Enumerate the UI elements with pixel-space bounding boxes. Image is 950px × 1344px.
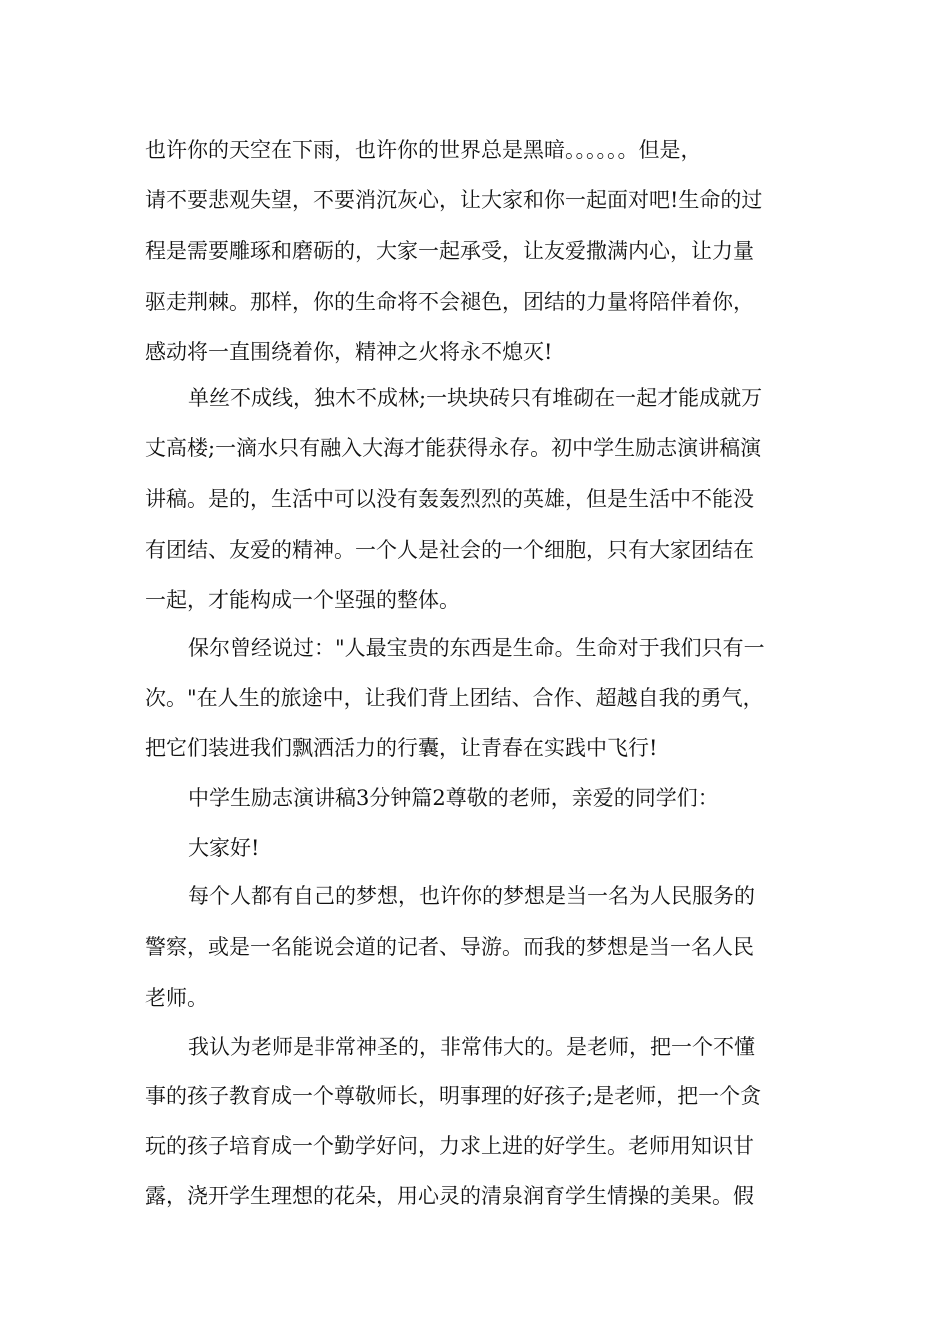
text-line: 有团结、友爱的精神。一个人是社会的一个细胞，只有大家团结在 <box>145 538 754 562</box>
paragraph-3-line-3 <box>0 733 950 763</box>
paragraph-6-line-2 <box>0 932 950 962</box>
paragraph-6-line-1 <box>0 881 950 911</box>
text-line: 讲稿。是的，生活中可以没有轰轰烈烈的英雄，但是生活中不能没 <box>145 487 754 511</box>
paragraph-7-line-1 <box>0 1032 950 1062</box>
greeting-line <box>0 833 950 863</box>
section-heading-line <box>0 783 950 813</box>
paragraph-1-line-3 <box>0 236 950 266</box>
paragraph-1-line-2 <box>0 185 950 215</box>
text-line: 每个人都有自己的梦想，也许你的梦想是当一名为人民服务的 <box>188 884 755 908</box>
text-line: 一起，才能构成一个坚强的整体。 <box>145 588 460 612</box>
text-line: 露，浇开学生理想的花朵，用心灵的清泉润育学生情操的美果。假 <box>145 1184 754 1208</box>
text-line: 次。"在人生的旅途中，让我们背上团结、合作、超越自我的勇气， <box>145 686 764 710</box>
text-line: 驱走荆棘。那样，你的生命将不会褪色，团结的力量将陪伴着你， <box>145 290 754 314</box>
paragraph-7-line-4 <box>0 1181 950 1211</box>
paragraph-7-line-2 <box>0 1081 950 1111</box>
text-line: 请不要悲观失望，不要消沉灰心，让大家和你一起面对吧!生命的过 <box>145 188 763 212</box>
paragraph-3-line-2 <box>0 683 950 713</box>
section-heading: 中学生励志演讲稿3分钟篇2尊敬的老师，亲爱的同学们： <box>188 786 719 810</box>
paragraph-6-line-3 <box>0 983 950 1013</box>
text-line: 感动将一直围绕着你，精神之火将永不熄灭! <box>145 340 553 364</box>
paragraph-1-line-4 <box>0 287 950 317</box>
text-line: 玩的孩子培育成一个勤学好问，力求上进的好学生。老师用知识甘 <box>145 1134 754 1158</box>
text-line: 保尔曾经说过："人最宝贵的东西是生命。生命对于我们只有一 <box>188 636 765 660</box>
text-line: 把它们装进我们飘洒活力的行囊，让青春在实践中飞行! <box>145 736 658 760</box>
paragraph-3-line-1 <box>0 633 950 663</box>
paragraph-2-line-1 <box>0 383 950 413</box>
paragraph-1-line-5 <box>0 337 950 367</box>
text-line: 我认为老师是非常神圣的，非常伟大的。是老师，把一个不懂 <box>188 1035 755 1059</box>
text-line: 单丝不成线，独木不成林;一块块砖只有堆砌在一起才能成就万 <box>188 386 763 410</box>
text-line: 程是需要雕琢和磨砺的，大家一起承受，让友爱撒满内心，让力量 <box>145 239 754 263</box>
greeting: 大家好! <box>188 836 260 860</box>
paragraph-1-line-1 <box>0 135 950 165</box>
text-line: 老师。 <box>145 986 208 1010</box>
text-line: 警察，或是一名能说会道的记者、导游。而我的梦想是当一名人民 <box>145 935 754 959</box>
text-line: 也许你的天空在下雨，也许你的世界总是黑暗。。。。。。但是， <box>145 138 702 162</box>
paragraph-7-line-3 <box>0 1131 950 1161</box>
text-line: 丈高楼;一滴水只有融入大海才能获得永存。初中学生励志演讲稿演 <box>145 436 762 460</box>
paragraph-2-line-3 <box>0 484 950 514</box>
paragraph-2-line-5 <box>0 585 950 615</box>
paragraph-2-line-4 <box>0 535 950 565</box>
paragraph-2-line-2 <box>0 433 950 463</box>
text-line: 事的孩子教育成一个尊敬师长，明事理的好孩子;是老师，把一个贪 <box>145 1084 762 1108</box>
